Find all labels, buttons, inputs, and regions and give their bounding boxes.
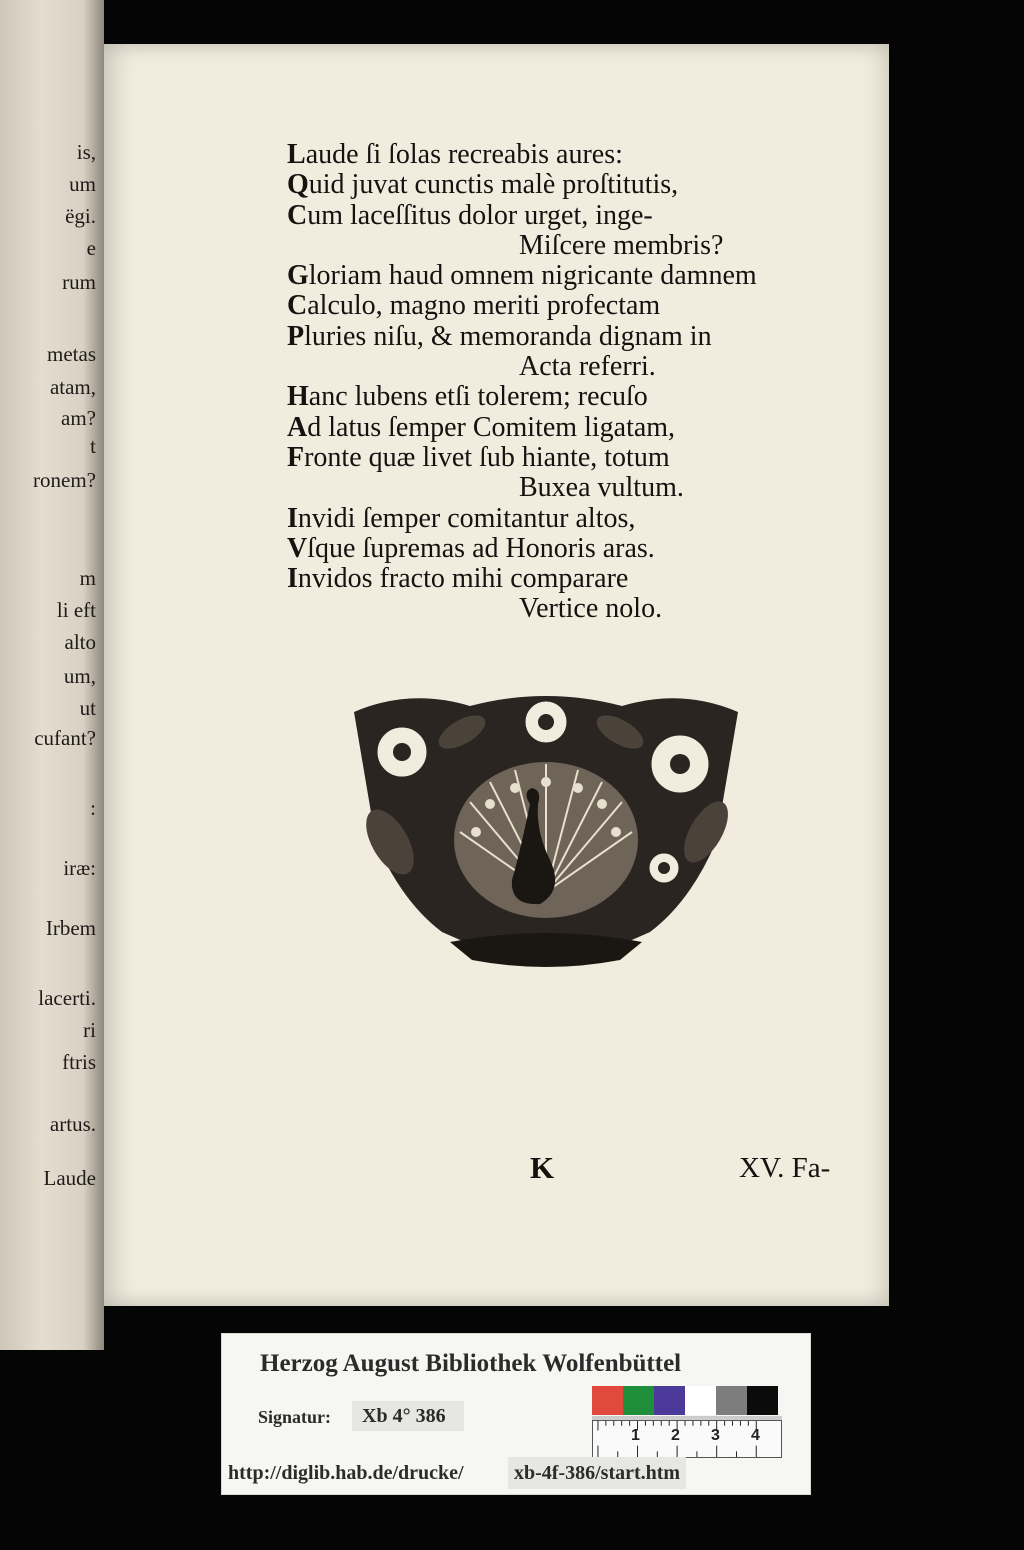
url-path: xb-4f-386/start.htm	[508, 1457, 686, 1489]
left-fragment: ri	[83, 1018, 96, 1042]
peacock-woodcut-ornament	[350, 692, 742, 972]
poem-line: Invidos fracto mihi comparare	[287, 563, 629, 595]
color-swatch-white	[685, 1386, 716, 1415]
left-fragment: ut	[79, 696, 96, 720]
color-calibration-swatches	[592, 1386, 778, 1415]
poem-line: Invidi ſemper comitantur altos,	[287, 502, 636, 534]
left-fragment: am?	[61, 406, 96, 430]
peacock-woodcut-icon	[350, 692, 742, 972]
left-fragment: alto	[64, 630, 96, 654]
signatur-label: Signatur:	[258, 1407, 332, 1427]
poem-line: Quid juvat cunctis malè proſtitutis,	[287, 169, 679, 201]
color-swatch-gray	[716, 1386, 747, 1415]
left-fragment: iræ:	[63, 856, 96, 880]
ruler-number: 2	[671, 1427, 680, 1444]
left-fragment: is,	[76, 140, 96, 164]
left-fragment: t	[90, 434, 96, 458]
color-swatch-black	[747, 1386, 778, 1415]
left-fragment: atam,	[49, 375, 96, 399]
bleed-through-shadow	[200, 1104, 840, 1132]
poem-line-indented: Buxea vultum.	[519, 472, 684, 504]
poem-line-indented: Vertice nolo.	[519, 593, 663, 625]
left-fragment: Irbem	[45, 916, 96, 940]
poem-line: Hanc lubens etſi tolerem; recuſo	[287, 381, 648, 413]
left-fragment: artus.	[49, 1112, 96, 1136]
color-swatch-red	[592, 1386, 623, 1415]
left-fragment: e	[86, 236, 96, 260]
poem-line-indented: Miſcere membris?	[519, 229, 724, 261]
left-fragment: ftris	[62, 1050, 96, 1074]
poem-text	[287, 140, 847, 625]
left-page-text-fragments	[0, 0, 104, 1300]
left-fragment: ronem?	[33, 468, 96, 492]
left-fragment: cufant?	[34, 726, 96, 750]
color-swatch-blue	[654, 1386, 685, 1415]
ruler-number: 4	[751, 1427, 760, 1444]
ruler-number: 1	[631, 1427, 640, 1444]
left-fragment: lacerti.	[38, 986, 96, 1010]
catchword: XV. Fa-	[739, 1152, 831, 1184]
left-facing-page	[0, 0, 104, 1350]
poem-line: Pluries niſu, & memoranda dignam in	[287, 320, 712, 352]
left-fragment: Laude	[43, 1166, 96, 1190]
left-fragment: ëgi.	[65, 204, 96, 228]
book-page	[104, 44, 889, 1306]
left-fragment: metas	[47, 342, 96, 366]
library-name: Herzog August Bibliothek Wolfenbüttel	[260, 1350, 682, 1377]
ruler-number: 3	[711, 1427, 720, 1444]
library-reference-card	[221, 1333, 811, 1495]
poem-line-indented: Acta referri.	[519, 351, 656, 383]
left-fragment: um	[69, 172, 96, 196]
url-base: http://diglib.hab.de/drucke/	[228, 1462, 464, 1484]
signature-mark: K	[530, 1150, 555, 1185]
poem-line: Ad latus ſemper Comitem ligatam,	[287, 411, 676, 443]
poem-line: Cum laceſſitus dolor urget, inge-	[287, 199, 653, 231]
poem-line: Laude ſi ſolas recreabis aures:	[287, 139, 623, 170]
poem-line: Calculo, magno meriti profectam	[287, 290, 661, 322]
poem-line: Fronte quæ livet ſub hiante, totum	[287, 441, 670, 473]
left-fragment: rum	[62, 270, 96, 294]
left-fragment: li eft	[56, 598, 96, 622]
left-fragment: :	[90, 796, 96, 820]
measurement-ruler	[592, 1420, 782, 1458]
poem-line: Gloriam haud omnem nigricante damnem	[287, 260, 757, 292]
left-fragment: m	[79, 566, 96, 590]
color-swatch-green	[623, 1386, 654, 1415]
signatur-value: Xb 4° 386	[352, 1401, 464, 1431]
poem-line: Vſque ſupremas ad Honoris aras.	[287, 532, 655, 564]
left-fragment: um,	[63, 664, 96, 688]
